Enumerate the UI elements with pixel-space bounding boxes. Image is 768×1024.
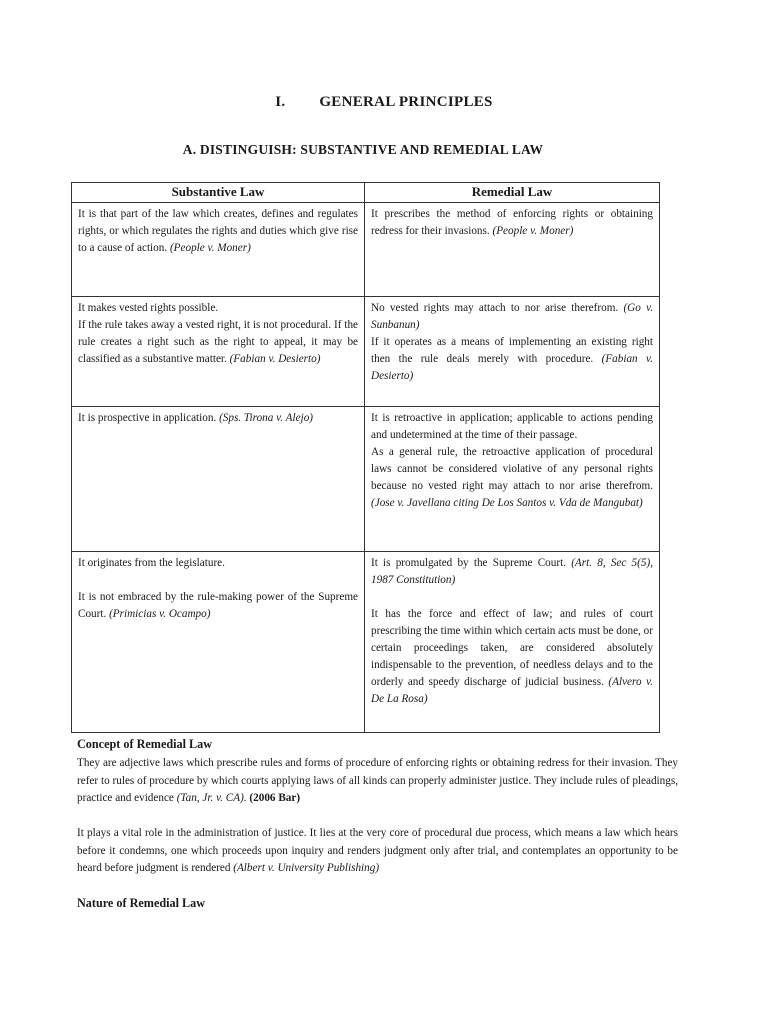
concept-p1-text: They are adjective laws which prescribe rules and forms of procedure of enforcing rights or obtaining redress for their invasion. They refer to rules of procedure by which courts applying laws of all kinds can properly administer justice. They include rules of pleadings, practice and evidence (77, 757, 678, 804)
concept-p1-bar-tag: (2006 Bar) (246, 792, 301, 804)
concept-paragraph-2 (77, 825, 678, 878)
remedial-cell (365, 203, 660, 297)
cell-paragraph (371, 300, 653, 334)
case-citation: (People v. Moner) (169, 242, 251, 254)
cell-text: It is prospective in application. (78, 412, 220, 424)
remedial-cell (365, 552, 660, 733)
case-citation: (Primicias v. Ocampo) (109, 608, 211, 620)
section-heading (0, 94, 768, 111)
table-row (72, 552, 660, 733)
cell-text: It is promulgated by the Supreme Court. (371, 557, 572, 569)
cell-text: It prescribes the method of enforcing rights or obtaining redress for their invasions. (371, 208, 653, 237)
cell-paragraph (371, 410, 653, 444)
substantive-cell (72, 297, 365, 407)
column-header-remedial: Remedial Law (365, 183, 660, 203)
cell-text: It is that part of the law which creates, defines and regulates rights, or which regulates the rights and duties which give rise to a cause of action. (78, 208, 358, 254)
table-header-row (72, 183, 660, 203)
cell-text: No vested rights may attach to nor arise therefrom. (371, 302, 624, 314)
substantive-cell (72, 203, 365, 297)
case-citation: (Alvero v. De La Rosa) (371, 676, 654, 705)
case-citation: (Sps. Tirona v. Alejo) (219, 412, 314, 424)
concept-p2-text: It plays a vital role in the administration of justice. It lies at the very core of procedural due process, which means a law which hears before it condemns, one which proceeds upon inquiry and renders judgment only after trial, and contemplates an opportunity to be heard before judgment is rendered (77, 827, 678, 874)
cell-paragraph (78, 300, 358, 317)
section-title: GENERAL PRINCIPLES (319, 94, 493, 110)
subsection-heading: A. DISTINGUISH: SUBSTANTIVE AND REMEDIAL LAW (182, 142, 544, 157)
cell-text: If it operates as a means of implementing an existing right then the rule deals merely with procedure. (371, 336, 653, 365)
substantive-cell (72, 407, 365, 552)
cell-paragraph (78, 317, 358, 368)
case-citation: (Fabian v. Desierto) (371, 353, 653, 382)
cell-paragraph (371, 206, 653, 240)
case-citation: (Art. 8, Sec 5(5), 1987 Constitution) (371, 557, 653, 586)
cell-paragraph (371, 444, 653, 512)
cell-text: As a general rule, the retroactive application of procedural laws cannot be considered violative of any personal rights because no vested right may attach to nor arise therefrom. (371, 446, 653, 492)
remedial-cell (365, 297, 660, 407)
nature-heading: Nature of Remedial Law (77, 896, 206, 910)
cell-paragraph (371, 334, 653, 385)
case-citation: (Go v. Sunbanun) (371, 302, 653, 331)
table-row (72, 203, 660, 297)
cell-paragraph (371, 606, 653, 708)
section-number: I. (275, 94, 286, 110)
cell-text: It has the force and effect of law; and rules of court prescribing the time within which certain acts must be done, or certain proceedings taken, are considered absolutely indispensable to the prevention, of needless delays and to the orderly and speedy discharge of judicial business. (371, 608, 653, 688)
substantive-cell (72, 552, 365, 733)
cell-paragraph (78, 589, 358, 623)
concept-heading: Concept of Remedial Law (77, 737, 213, 751)
table-row (72, 297, 660, 407)
cell-text: It is retroactive in application; applicable to actions pending and undetermined at the time of their passage. (371, 412, 653, 441)
cell-paragraph (371, 555, 653, 589)
cell-paragraph (78, 410, 358, 427)
cell-text: It originates from the legislature. (78, 557, 225, 569)
concept-p2-citation: (Albert v. University Publishing) (233, 862, 380, 874)
cell-text: If the rule takes away a vested right, it is not procedural. If the rule creates a right such as the right to appeal, it may be classified as a substantive matter. (78, 319, 358, 365)
table-row (72, 407, 660, 552)
cell-text: It is not embraced by the rule-making power of the Supreme Court. (78, 591, 358, 620)
case-citation: (Jose v. Javellana citing De Los Santos v. Vda de Mangubat) (371, 497, 643, 509)
remedial-cell (365, 407, 660, 552)
case-citation: (People v. Moner) (492, 225, 574, 237)
column-header-substantive: Substantive Law (72, 183, 365, 203)
cell-text: It makes vested rights possible. (78, 302, 219, 314)
concept-p1-citation: (Tan, Jr. v. CA). (176, 792, 247, 804)
cell-paragraph (78, 206, 358, 257)
case-citation: (Fabian v. Desierto) (229, 353, 321, 365)
cell-paragraph (78, 555, 358, 572)
comparison-table (71, 182, 660, 733)
concept-paragraph-1 (77, 755, 678, 808)
